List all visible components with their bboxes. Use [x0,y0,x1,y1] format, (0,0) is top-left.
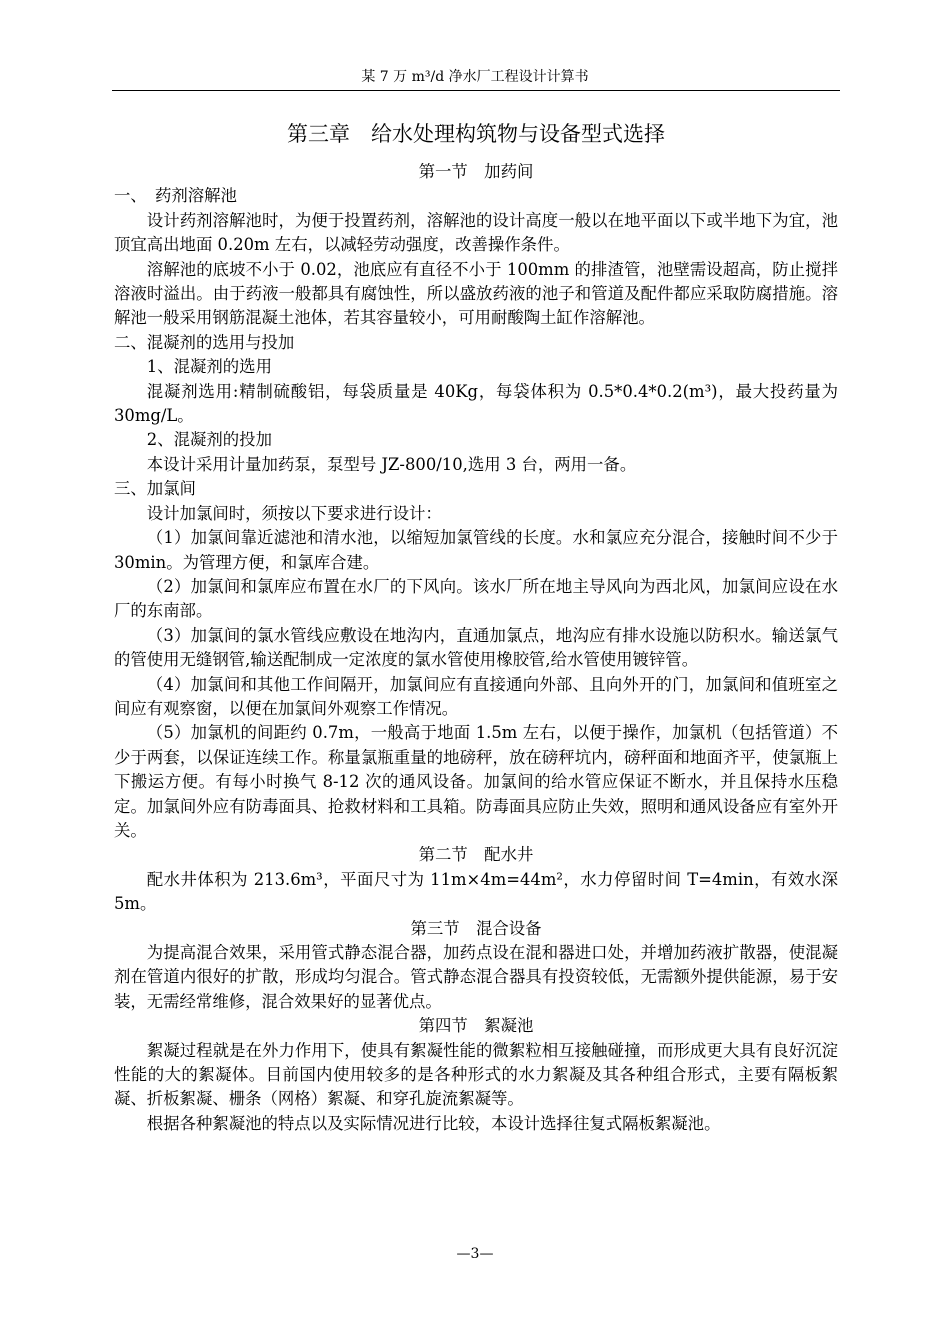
paragraph: （3）加氯间的氯水管线应敷设在地沟内，直通加氯点，地沟应有排水设施以防积水。输送氯气的管使用无缝钢管,输送配制成一定浓度的氯水管使用橡胶管,给水管使用镀锌管。 [114,625,838,670]
heading-coagulant: 二、混凝剂的选用与投加 [114,332,295,352]
paragraph: 设计加氯间时，须按以下要求进行设计： [146,503,442,523]
heading-chlorination-room: 三、加氯间 [114,479,196,499]
section-title-2: 第二节 配水井 [418,845,534,865]
paragraph: 根据各种絮凝池的特点以及实际情况进行比较，本设计选择往复式隔板絮凝池。 [146,1113,721,1133]
subheading-coagulant-selection: 1、混凝剂的选用 [146,357,272,377]
paragraph: 絮凝过程就是在外力作用下，使具有絮凝性能的微絮粒相互接触碰撞，而形成更大具有良好沉淀性能的大的絮凝体。目前国内使用较多的是各种形式的水力絮凝及其各种组合形式，主要有隔板絮凝、折板絮凝、栅条（网格）絮凝、和穿孔旋流絮凝等。 [114,1040,838,1109]
paragraph: 混凝剂选用:精制硫酸铝，每袋质量是 40Kg，每袋体积为 0.5*0.4*0.2(m³)，最大投药量为 30mg/L。 [114,381,838,426]
paragraph: （4）加氯间和其他工作间隔开，加氯间应有直接通向外部、且向外开的门，加氯间和值班室之间应有观察窗，以便在加氯间外观察工作情况。 [114,674,838,718]
subheading-coagulant-dosing: 2、混凝剂的投加 [146,430,272,450]
paragraph: （2）加氯间和氯库应布置在水厂的下风向。该水厂所在地主导风向为西北风，加氯间应设在水厂的东南部。 [114,576,838,621]
paragraph: （5）加氯机的间距约 0.7m，一般高于地面 1.5m 左右，以便于操作，加氯机（包括管道）不少于两套，以保证连续工作。称量氯瓶重量的地磅秤，放在磅秤坑内，磅秤面和地面齐平，使氯瓶上下搬运方便。有每小时换气 8-12 次的通风设备。加氯间的给水管应保证不断水，并且保持水压稳定。加氯间外应有防毒面具、抢救材料和工具箱。防毒面具应防止失效，照明和通风设备应有室外开关。 [114,723,838,840]
running-header: 某 7 万 m³/d 净水厂工程设计计算书 [361,69,589,85]
paragraph: 配水井体积为 213.6m³，平面尺寸为 11m×4m=44m²，水力停留时间 T=4min，有效水深 5m。 [114,869,838,914]
header-rule [112,90,840,91]
paragraph: 为提高混合效果，采用管式静态混合器，加药点设在混和器进口处，并增加药液扩散器，使混凝剂在管道内很好的扩散，形成均匀混合。管式静态混合器具有投资较低，无需额外提供能源，易于安装，无需经常维修，混合效果好的显著优点。 [114,943,838,1011]
page-number: —3— [456,1246,494,1262]
paragraph: （1）加氯间靠近滤池和清水池，以缩短加氯管线的长度。水和氯应充分混合，接触时间不少于 30min。为管理方便，和氯库合建。 [114,528,838,572]
heading-dissolving-tank: 一、 药剂溶解池 [114,186,237,206]
section-title-1: 第一节 加药间 [418,162,534,181]
section-title-4: 第四节 絮凝池 [418,1016,534,1036]
paragraph: 设计药剂溶解池时，为便于投置药剂，溶解池的设计高度一般以在地平面以下或半地下为宜，池顶宜高出地面 0.20m 左右，以减轻劳动强度，改善操作条件。 [114,210,838,255]
paragraph: 溶解池的底坡不小于 0.02，池底应有直径不小于 100mm 的排渣管，池壁需设超高，防止搅拌溶液时溢出。由于药液一般都具有腐蚀性，所以盛放药液的池子和管道及配件都应采取防腐措施。溶解池一般采用钢筋混凝土池体，若其容量较小，可用耐酸陶土缸作溶解池。 [114,259,838,328]
page-body [114,118,838,1136]
chapter-title: 第三章 给水处理构筑物与设备型式选择 [287,122,665,146]
section-title-3: 第三节 混合设备 [410,918,542,938]
paragraph: 本设计采用计量加药泵，泵型号 JZ-800/10,选用 3 台，两用一备。 [146,454,637,474]
